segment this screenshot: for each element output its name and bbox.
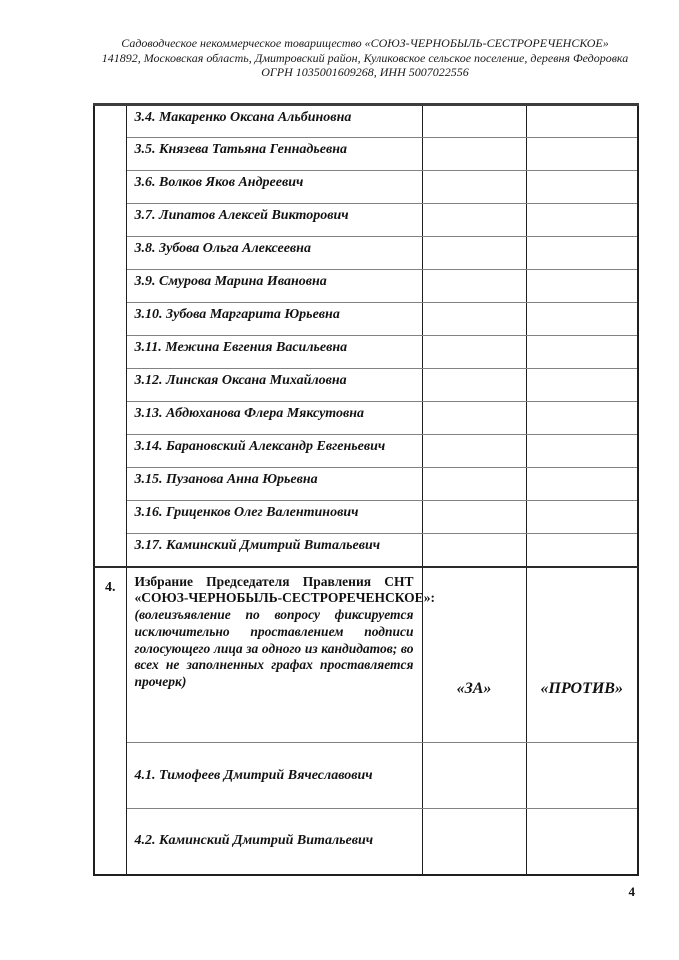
vote-against-cell	[526, 501, 638, 534]
vote-against-cell	[526, 369, 638, 402]
page-number: 4	[628, 884, 635, 899]
member-name: 3.17. Каминский Дмитрий Витальевич	[126, 534, 422, 567]
vote-for-cell	[422, 534, 526, 567]
vote-against-cell	[526, 402, 638, 435]
table-row	[94, 501, 638, 534]
vote-against-cell	[526, 270, 638, 303]
member-name: 3.5. Князева Татьяна Геннадьевна	[126, 138, 422, 171]
section-3-number-cell	[94, 105, 126, 567]
table-row	[94, 270, 638, 303]
table-row	[94, 303, 638, 336]
vote-against-cell	[526, 743, 638, 809]
vote-for-cell	[422, 501, 526, 534]
vote-for-cell	[422, 336, 526, 369]
header-org-line: Садоводческое некоммерческое товарищество «СОЮЗ-ЧЕРНОБЫЛЬ-СЕСТРОРЕЧЕНСКОЕ»	[121, 36, 609, 50]
member-name: 3.12. Линская Оксана Михайловна	[126, 369, 422, 402]
vote-for-cell	[422, 171, 526, 204]
table-row	[94, 534, 638, 567]
member-name: 3.13. Абдюханова Флера Мяксутовна	[126, 402, 422, 435]
vote-against-cell	[526, 534, 638, 567]
vote-for-cell	[422, 237, 526, 270]
vote-against-cell	[526, 336, 638, 369]
vote-against-cell	[526, 468, 638, 501]
table-row	[94, 336, 638, 369]
document-header	[93, 36, 637, 80]
vote-for-cell	[422, 369, 526, 402]
item-4-title-prefix: Избрание Председателя Правления СНТ	[134, 573, 414, 589]
table-row	[94, 171, 638, 204]
member-name: 3.14. Барановский Александр Евгеньевич	[126, 435, 422, 468]
member-name: 3.15. Пузанова Анна Юрьевна	[126, 468, 422, 501]
vote-for-cell	[422, 809, 526, 875]
agenda-item-4-row	[94, 567, 638, 743]
table-row	[94, 435, 638, 468]
vote-for-cell	[422, 204, 526, 237]
member-name: 3.16. Гриценков Олег Валентинович	[126, 501, 422, 534]
vote-for-header: «ЗА»	[422, 567, 526, 743]
member-name: 3.8. Зубова Ольга Алексеевна	[126, 237, 422, 270]
vote-against-cell	[526, 435, 638, 468]
vote-for-cell	[422, 138, 526, 171]
section-4-number-cell	[94, 567, 126, 875]
vote-for-cell	[422, 435, 526, 468]
vote-for-cell	[422, 743, 526, 809]
member-name: 3.6. Волков Яков Андреевич	[126, 171, 422, 204]
header-reg-line: ОГРН 1035001609268, ИНН 5007022556	[261, 65, 469, 79]
item-number: 4.	[105, 579, 116, 595]
candidate-name: 4.1. Тимофеев Дмитрий Вячеславович	[126, 743, 422, 809]
vote-against-cell	[526, 303, 638, 336]
vote-against-cell	[526, 105, 638, 138]
vote-against-cell	[526, 171, 638, 204]
vote-against-cell	[526, 237, 638, 270]
vote-for-cell	[422, 402, 526, 435]
member-name: 3.9. Смурова Марина Ивановна	[126, 270, 422, 303]
table-row	[94, 204, 638, 237]
table-row	[94, 138, 638, 171]
table-row	[94, 369, 638, 402]
vote-against-cell	[526, 138, 638, 171]
vote-against-cell	[526, 809, 638, 875]
item-4-note: (волеизъявление по вопросу фиксируется исключительно проставлением подписи голосующего лица за одного из кандидатов; во всех не заполненных графах проставляется прочерк)	[134, 607, 414, 690]
candidate-row	[94, 809, 638, 875]
item-4-org-name: «СОЮЗ-ЧЕРНОБЫЛЬ-СЕСТРОРЕЧЕНСКОЕ»:	[134, 590, 435, 606]
member-name: 3.7. Липатов Алексей Викторович	[126, 204, 422, 237]
header-address-line: 141892, Московская область, Дмитровский район, Куликовское сельское поселение, деревня Федоровка	[101, 50, 629, 65]
table-row	[94, 105, 638, 138]
candidate-name: 4.2. Каминский Дмитрий Витальевич	[126, 809, 422, 875]
item-4-text	[127, 568, 435, 692]
vote-for-cell	[422, 468, 526, 501]
vote-for-cell	[422, 270, 526, 303]
member-name: 3.4. Макаренко Оксана Альбиновна	[126, 105, 422, 138]
item-4-question-cell	[126, 567, 435, 743]
ballot-table	[93, 103, 639, 876]
vote-for-cell	[422, 303, 526, 336]
vote-for-cell	[422, 105, 526, 138]
vote-against-cell	[526, 204, 638, 237]
table-row	[94, 237, 638, 270]
table-row	[94, 402, 638, 435]
vote-against-header: «ПРОТИВ»	[526, 567, 638, 743]
member-name: 3.11. Межина Евгения Васильевна	[126, 336, 422, 369]
candidate-row	[94, 743, 638, 809]
member-name: 3.10. Зубова Маргарита Юрьевна	[126, 303, 422, 336]
table-row	[94, 468, 638, 501]
